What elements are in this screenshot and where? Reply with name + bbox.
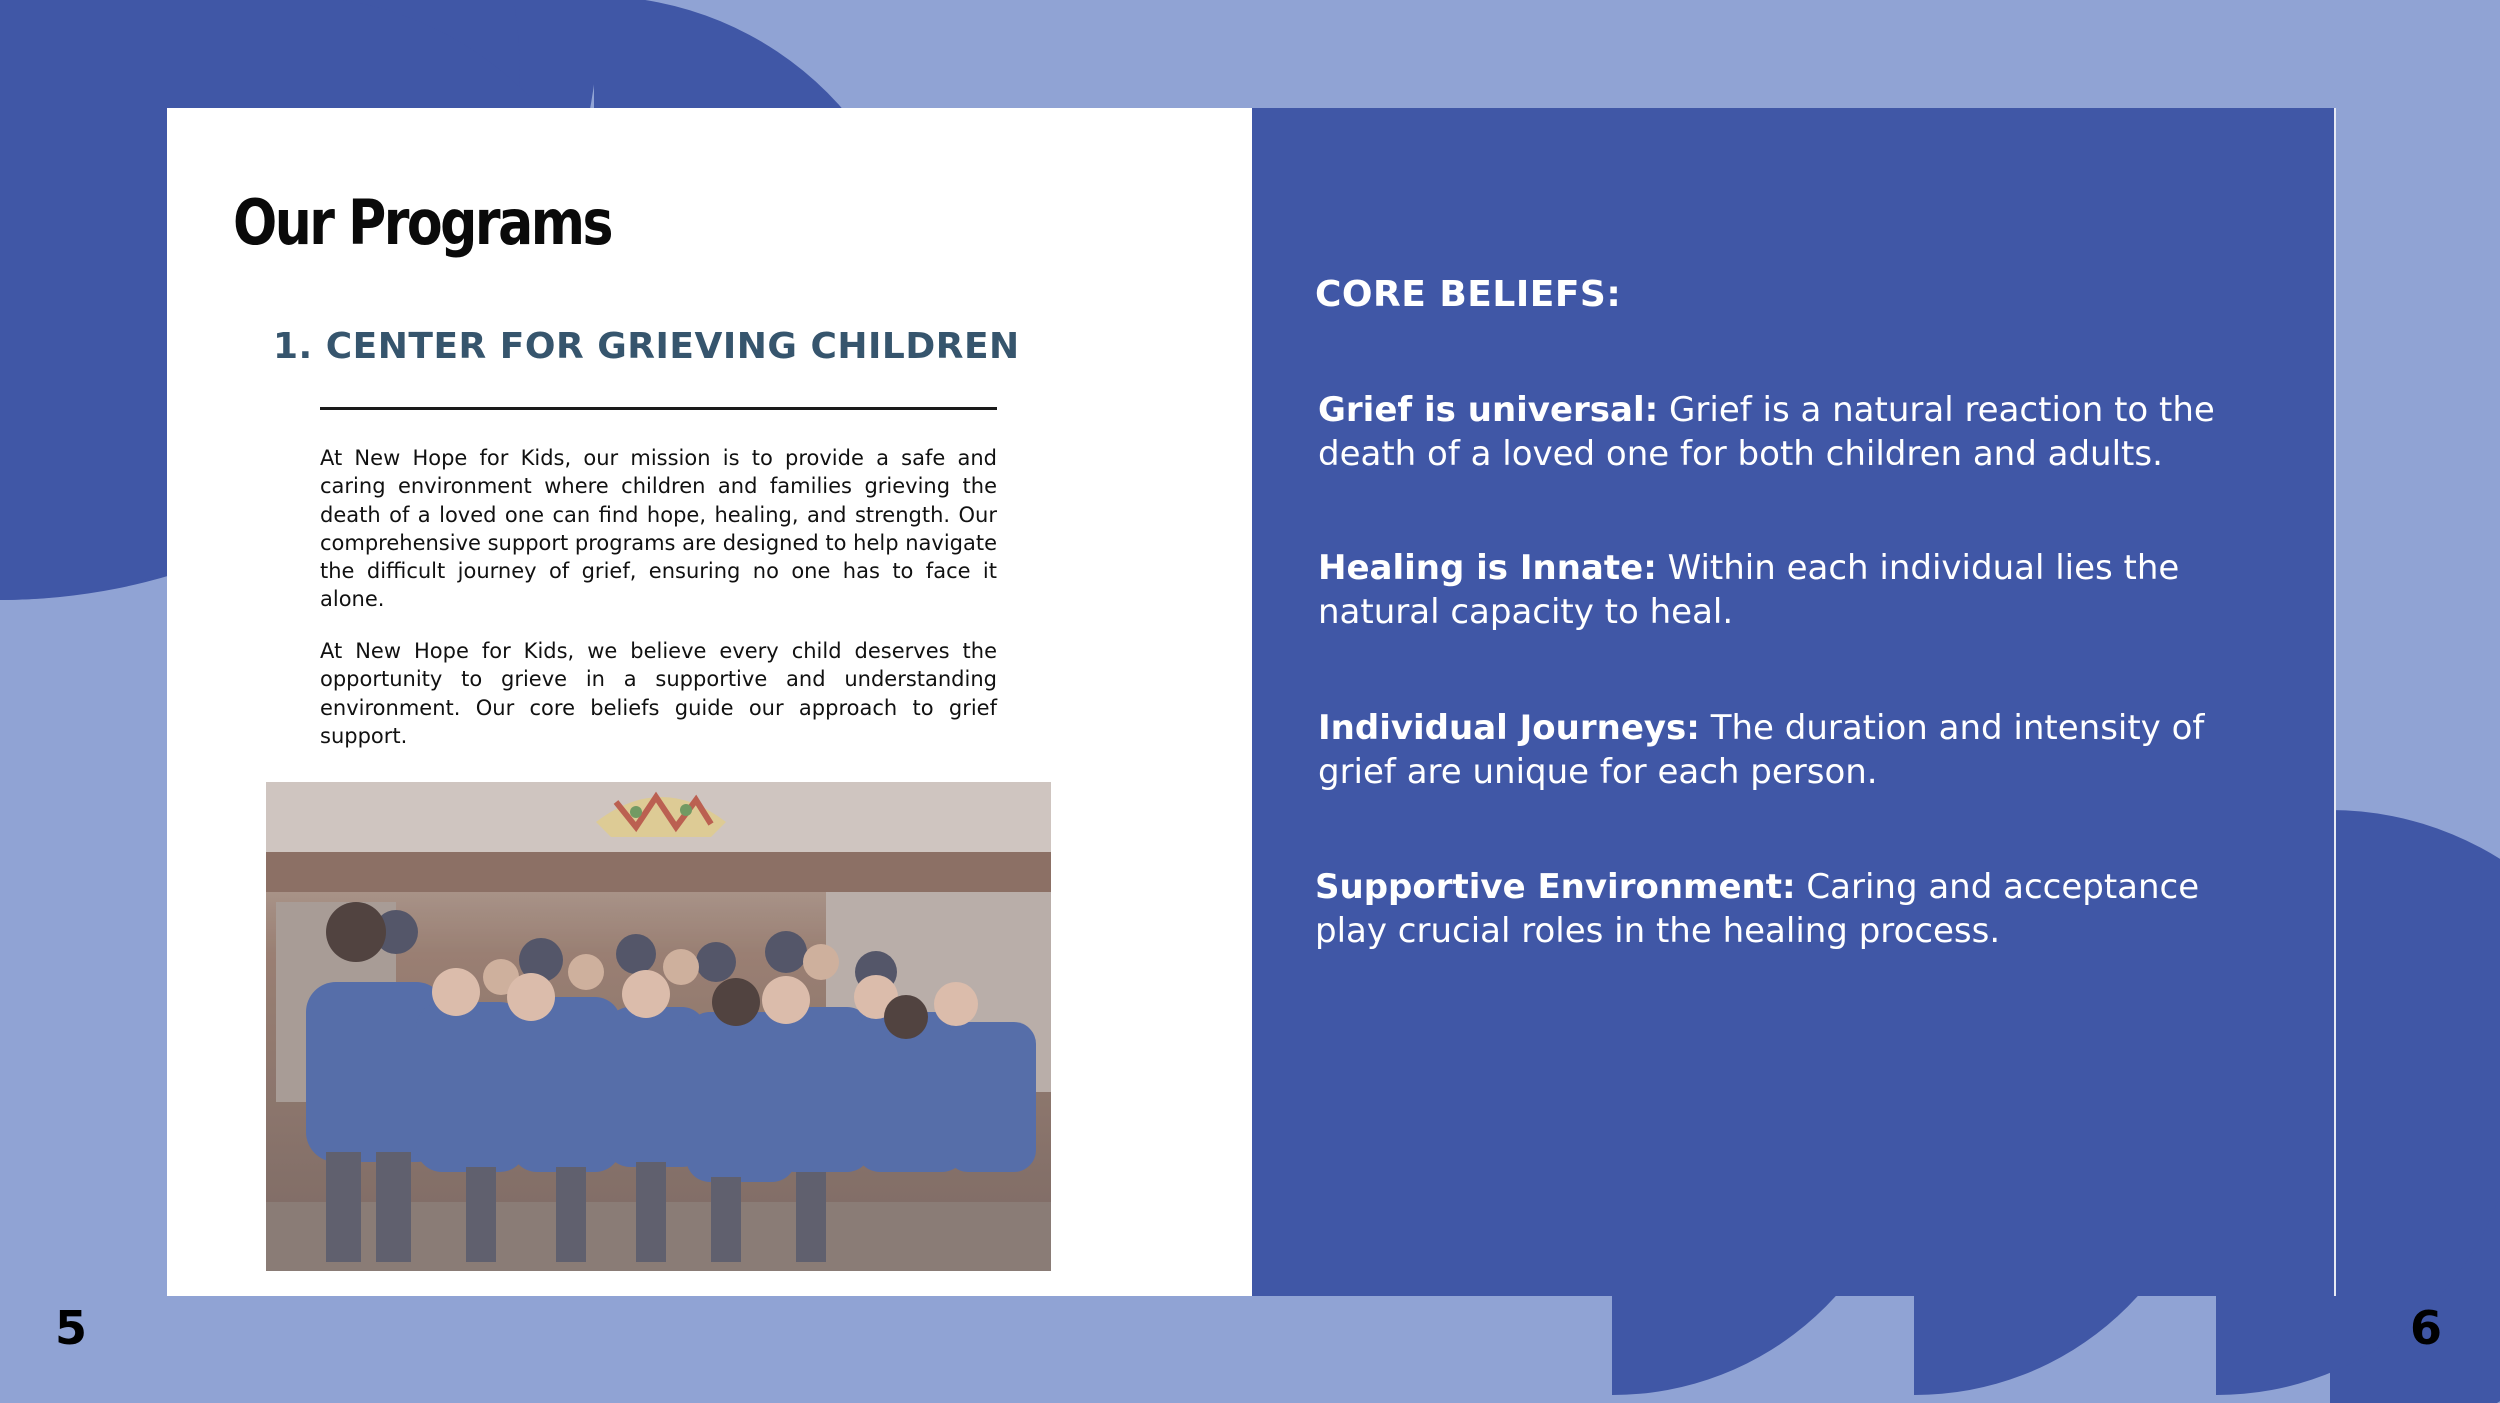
belief-text: The duration and intensity of grief are unique for each person. (1318, 708, 2205, 792)
page-number-right: 6 (2410, 1301, 2443, 1355)
mission-paragraph: At New Hope for Kids, our mission is to provide a safe and caring environment where children and families grieving the death of a loved one can find hope, healing, and strength. Our comprehensive support programs are designed to help navigate the difficult journey of grief, ensuring no one has to face it alone. (320, 446, 998, 612)
belief-label: Healing is Innate: (1318, 548, 1657, 588)
belief-item (1318, 546, 2278, 634)
belief-item (1315, 865, 2275, 953)
section-heading: 1. CENTER FOR GRIEVING CHILDREN (273, 326, 1020, 367)
group-photo (266, 782, 1051, 1271)
core-beliefs-heading: CORE BELIEFS: (1315, 274, 1622, 315)
belief-label: Individual Journeys: (1318, 708, 1700, 748)
belief-label: Supportive Environment: (1315, 867, 1796, 907)
heading-divider (320, 407, 997, 410)
belief-item (1318, 388, 2278, 476)
belief-label: Grief is universal: (1318, 390, 1659, 430)
page-title: Our Programs (233, 186, 611, 259)
belief-text: Caring and acceptance play crucial roles in the healing process. (1315, 867, 2200, 951)
belief-text: Grief is a natural reaction to the death of a loved one for both children and adults. (1318, 390, 2215, 474)
right-page (1252, 108, 2336, 1296)
belief-text: Within each individual lies the natural capacity to heal. (1318, 548, 2180, 632)
left-page (167, 108, 1252, 1296)
beliefs-intro-paragraph: At New Hope for Kids, we believe every child deserves the opportunity to grieve in a supportive and understanding environment. Our core beliefs guide our approach to grief support. (320, 639, 997, 748)
page-number-left: 5 (55, 1301, 88, 1355)
belief-item (1318, 706, 2278, 794)
